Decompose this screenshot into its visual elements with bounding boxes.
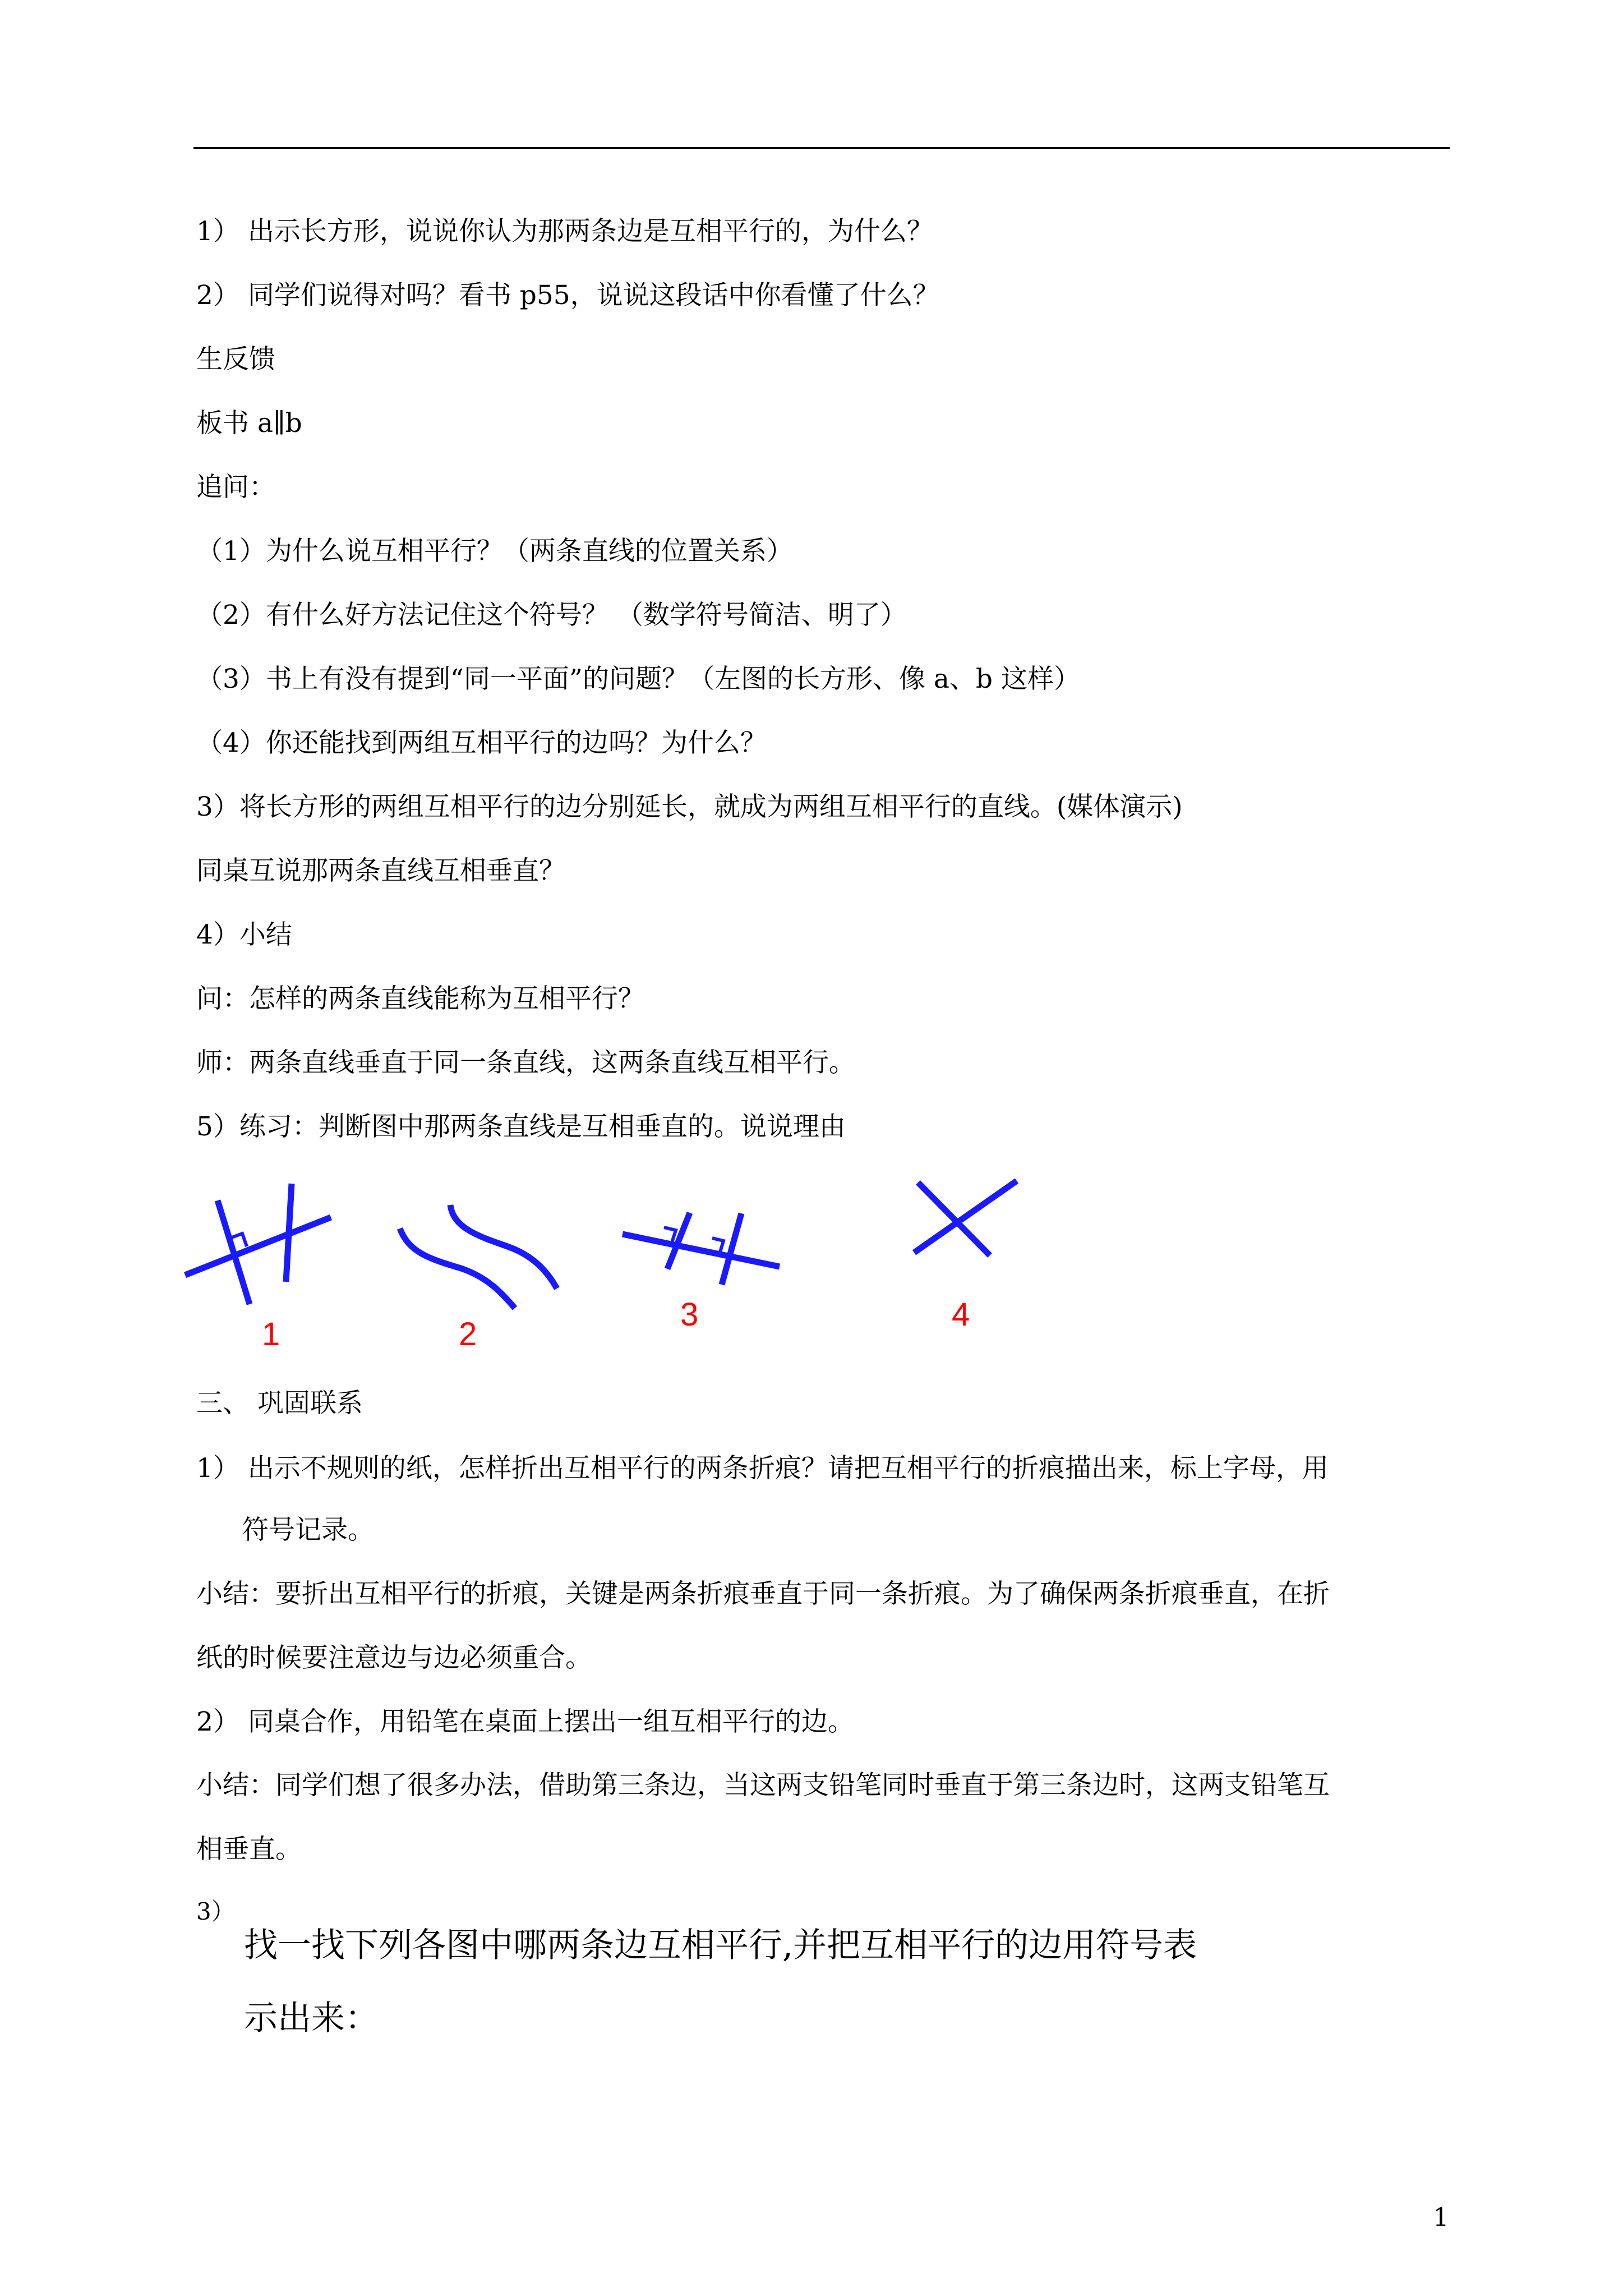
figure-2-curve-b [450, 1205, 557, 1289]
text-line-3: 生反馈 [196, 344, 275, 375]
header-rule [193, 147, 1450, 149]
text-line-2: 2） 同学们说得对吗？看书 p55，说说这段话中你看懂了什么？ [196, 280, 939, 311]
text-line-14: 师：两条直线垂直于同一条直线，这两条直线互相平行。 [196, 1047, 855, 1078]
text-line-13: 问：怎样的两条直线能称为互相平行？ [196, 983, 644, 1014]
section-3-summary-1-line-1: 小结：要折出互相平行的折痕，关键是两条折痕垂直于同一条折痕。为了确保两条折痕垂直，在折 [196, 1579, 1330, 1609]
section-3-item-1-line-1: 1） 出示不规则的纸，怎样折出互相平行的两条折痕？请把互相平行的折痕描出来，标上字母，用 [196, 1453, 1329, 1484]
figure-4 [914, 1181, 1017, 1255]
text-line-11: 同桌互说那两条直线互相垂直？ [196, 855, 565, 886]
figure-3-line-b [722, 1213, 741, 1285]
section-3-item-1-line-2: 符号记录。 [242, 1515, 374, 1545]
text-line-1: 1） 出示长方形，说说你认为那两条边是互相平行的，为什么？ [196, 216, 933, 247]
text-line-8: （3）书上有没有提到“同一平面”的问题？（左图的长方形、像 a、b 这样） [196, 664, 1080, 694]
figure-3-transversal [623, 1234, 780, 1267]
figure-2-label: 2 [459, 1316, 477, 1352]
text-line-9: （4）你还能找到两组互相平行的边吗？为什么？ [196, 728, 767, 758]
text-line-10: 3）将长方形的两组互相平行的边分别延长，就成为两组互相平行的直线。(媒体演示) [196, 792, 1183, 822]
text-line-7: （2）有什么好方法记住这个符号？ （数学符号简洁、明了） [196, 600, 907, 631]
figure-3 [623, 1213, 780, 1285]
section-3-item-2: 2） 同桌合作，用铅笔在桌面上摆出一组互相平行的边。 [196, 1706, 854, 1737]
section-3-summary-2-line-2: 相垂直。 [196, 1834, 302, 1865]
text-line-15: 5）练习：判断图中那两条直线是互相垂直的。说说理由 [196, 1111, 846, 1142]
figure-1 [185, 1184, 331, 1304]
figure-4-label: 4 [952, 1296, 970, 1333]
section-3-item-3-line-2: 示出来： [244, 1999, 379, 2038]
figure-1-line-b [286, 1184, 292, 1282]
figure-1-label: 1 [262, 1316, 280, 1352]
section-3-summary-2-line-1: 小结：同学们想了很多办法，借助第三条边，当这两支铅笔同时垂直于第三条边时，这两支铅笔互 [196, 1770, 1330, 1801]
section-3-summary-1-line-2: 纸的时候要注意边与边必须重合。 [196, 1642, 592, 1673]
text-line-4: 板书 a∥b [196, 408, 302, 439]
text-line-6: （1）为什么说互相平行？（两条直线的位置关系） [196, 536, 793, 567]
figure-2 [400, 1205, 557, 1308]
section-3-item-3-line-1: 找一找下列各图中哪两条边互相平行,并把互相平行的边用符号表 [244, 1926, 1197, 1965]
page-number: 1 [1433, 2202, 1449, 2232]
section-3-item-3-number: 3） [196, 1898, 235, 1925]
text-line-5: 追问： [196, 472, 275, 503]
figure-1-transversal [185, 1217, 331, 1275]
figure-3-label: 3 [680, 1296, 699, 1333]
section-3-heading: 三、 巩固联系 [196, 1388, 363, 1419]
text-line-12: 4）小结 [196, 919, 292, 950]
perpendicular-exercise-figure [168, 1167, 1094, 1369]
